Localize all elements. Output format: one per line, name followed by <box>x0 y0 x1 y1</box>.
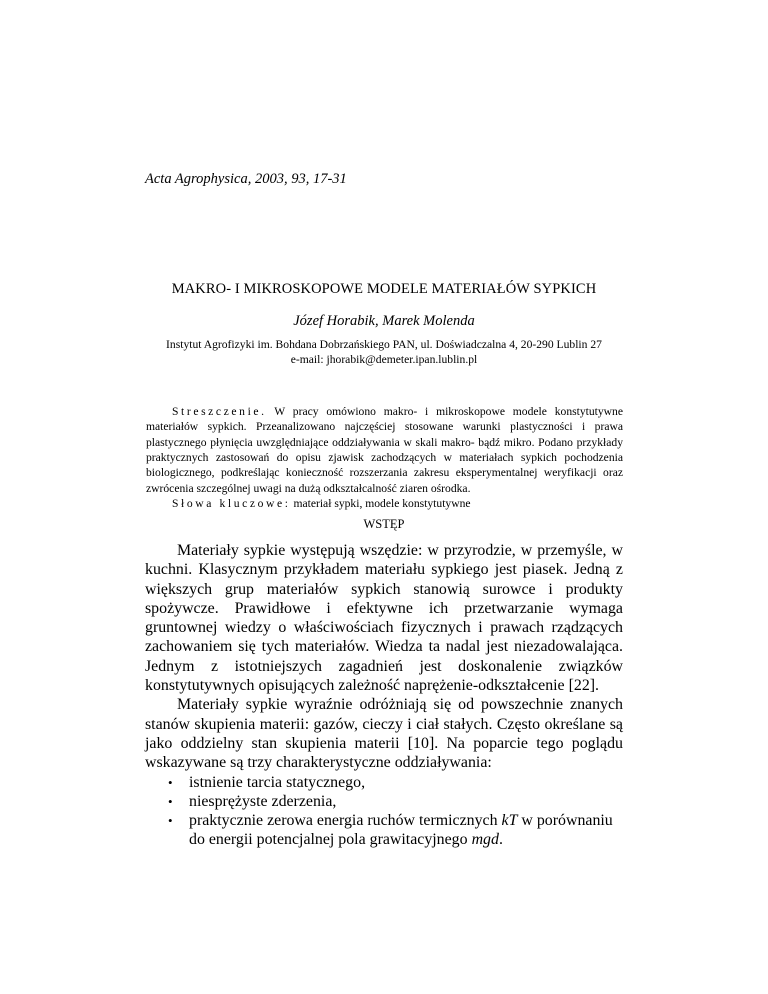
bullet-text-part: praktycznie zerowa energia ruchów termicznych <box>189 812 502 830</box>
journal-reference: Acta Agrophysica, 2003, 93, 17-31 <box>145 171 347 187</box>
bullet-icon: • <box>168 774 173 790</box>
bullet-list <box>145 773 623 850</box>
section-heading: WSTĘP <box>363 517 405 531</box>
bullet-text-part: w porównaniu do energii potencjalnej pola grawitacyjnego <box>189 812 613 849</box>
math-symbol-kt: kT <box>501 812 518 830</box>
bullet-item <box>145 773 623 792</box>
bullet-text: istnienie tarcia statycznego, <box>189 773 366 791</box>
math-symbol-mgd: mgd <box>471 831 499 849</box>
author-affiliation <box>0 337 768 367</box>
abstract-paragraph <box>146 404 623 496</box>
bullet-text-part: . <box>498 831 503 849</box>
bullet-text: niesprężyste zderzenia, <box>189 792 337 810</box>
abstract <box>146 404 623 511</box>
keywords-text: materiał sypki, modele konstytutywne <box>293 497 471 511</box>
body-paragraph-2: Materiały sypkie wyraźnie odróżniają się od powszechnie znanych stanów skupienia materii: gazów, cieczy i ciał stałych. Często określane są jako oddzielny stan skupienia materii [10]. Na poparcie tego poglądu wskazywane są trzy charakterystyczne oddziaływania: <box>145 696 623 772</box>
bullet-icon: • <box>168 813 173 829</box>
affiliation-institute: Instytut Agrofizyki im. Bohdana Dobrzańskiego PAN, ul. Doświadczalna 4, 20-290 Lublin 27 <box>166 338 602 351</box>
abstract-label: Streszczenie. <box>172 405 267 418</box>
keywords-label: Słowa kluczowe: <box>172 497 291 511</box>
bullet-item <box>145 792 623 811</box>
abstract-text: W pracy omówiono makro- i mikroskopowe modele konstytutywne materiałów sypkich. Przeanalizowano najczęściej stosowane warunki plastyczności i prawa plastycznego płynięcia uwzględniające oddziaływania w skali makro- bądź mikro. Podano przykłady praktycznych zastosowań do opisu zjawisk zachodzących w materiałach sypkich pochodzenia biologicznego, podkreślając konieczność rozszerzania zakresu eksperymentalnej weryfikacji oraz zwrócenia szczególnej uwagi na dużą odkształcalność ziaren ośrodka. <box>146 405 623 495</box>
article-title: MAKRO- I MIKROSKOPOWE MODELE MATERIAŁÓW SYPKICH <box>171 281 597 297</box>
keywords-line <box>146 496 623 511</box>
bullet-icon: • <box>168 793 173 809</box>
bullet-item <box>145 811 623 850</box>
section-body <box>145 541 623 850</box>
article-authors: Józef Horabik, Marek Molenda <box>293 313 475 329</box>
affiliation-email: e-mail: jhorabik@demeter.ipan.lublin.pl <box>290 353 478 366</box>
body-paragraph-1: Materiały sypkie występują wszędzie: w przyrodzie, w przemyśle, w kuchni. Klasycznym przykładem materiału sypkiego jest piasek. Jedną z większych grup materiałów sypkich stanowią surowce i produkty spożywcze. Prawidłowe i efektywne ich przetwarzanie wymaga gruntownej wiedzy o właściwościach fizycznych i prawach rządzących zachowaniem się tych materiałów. Wiedza ta nadal jest niezadowalająca. Jednym z istotniejszych zagadnień jest doskonalenie związków konstytutywnych opisujących zależność naprężenie-odkształcenie [22]. <box>145 542 623 695</box>
